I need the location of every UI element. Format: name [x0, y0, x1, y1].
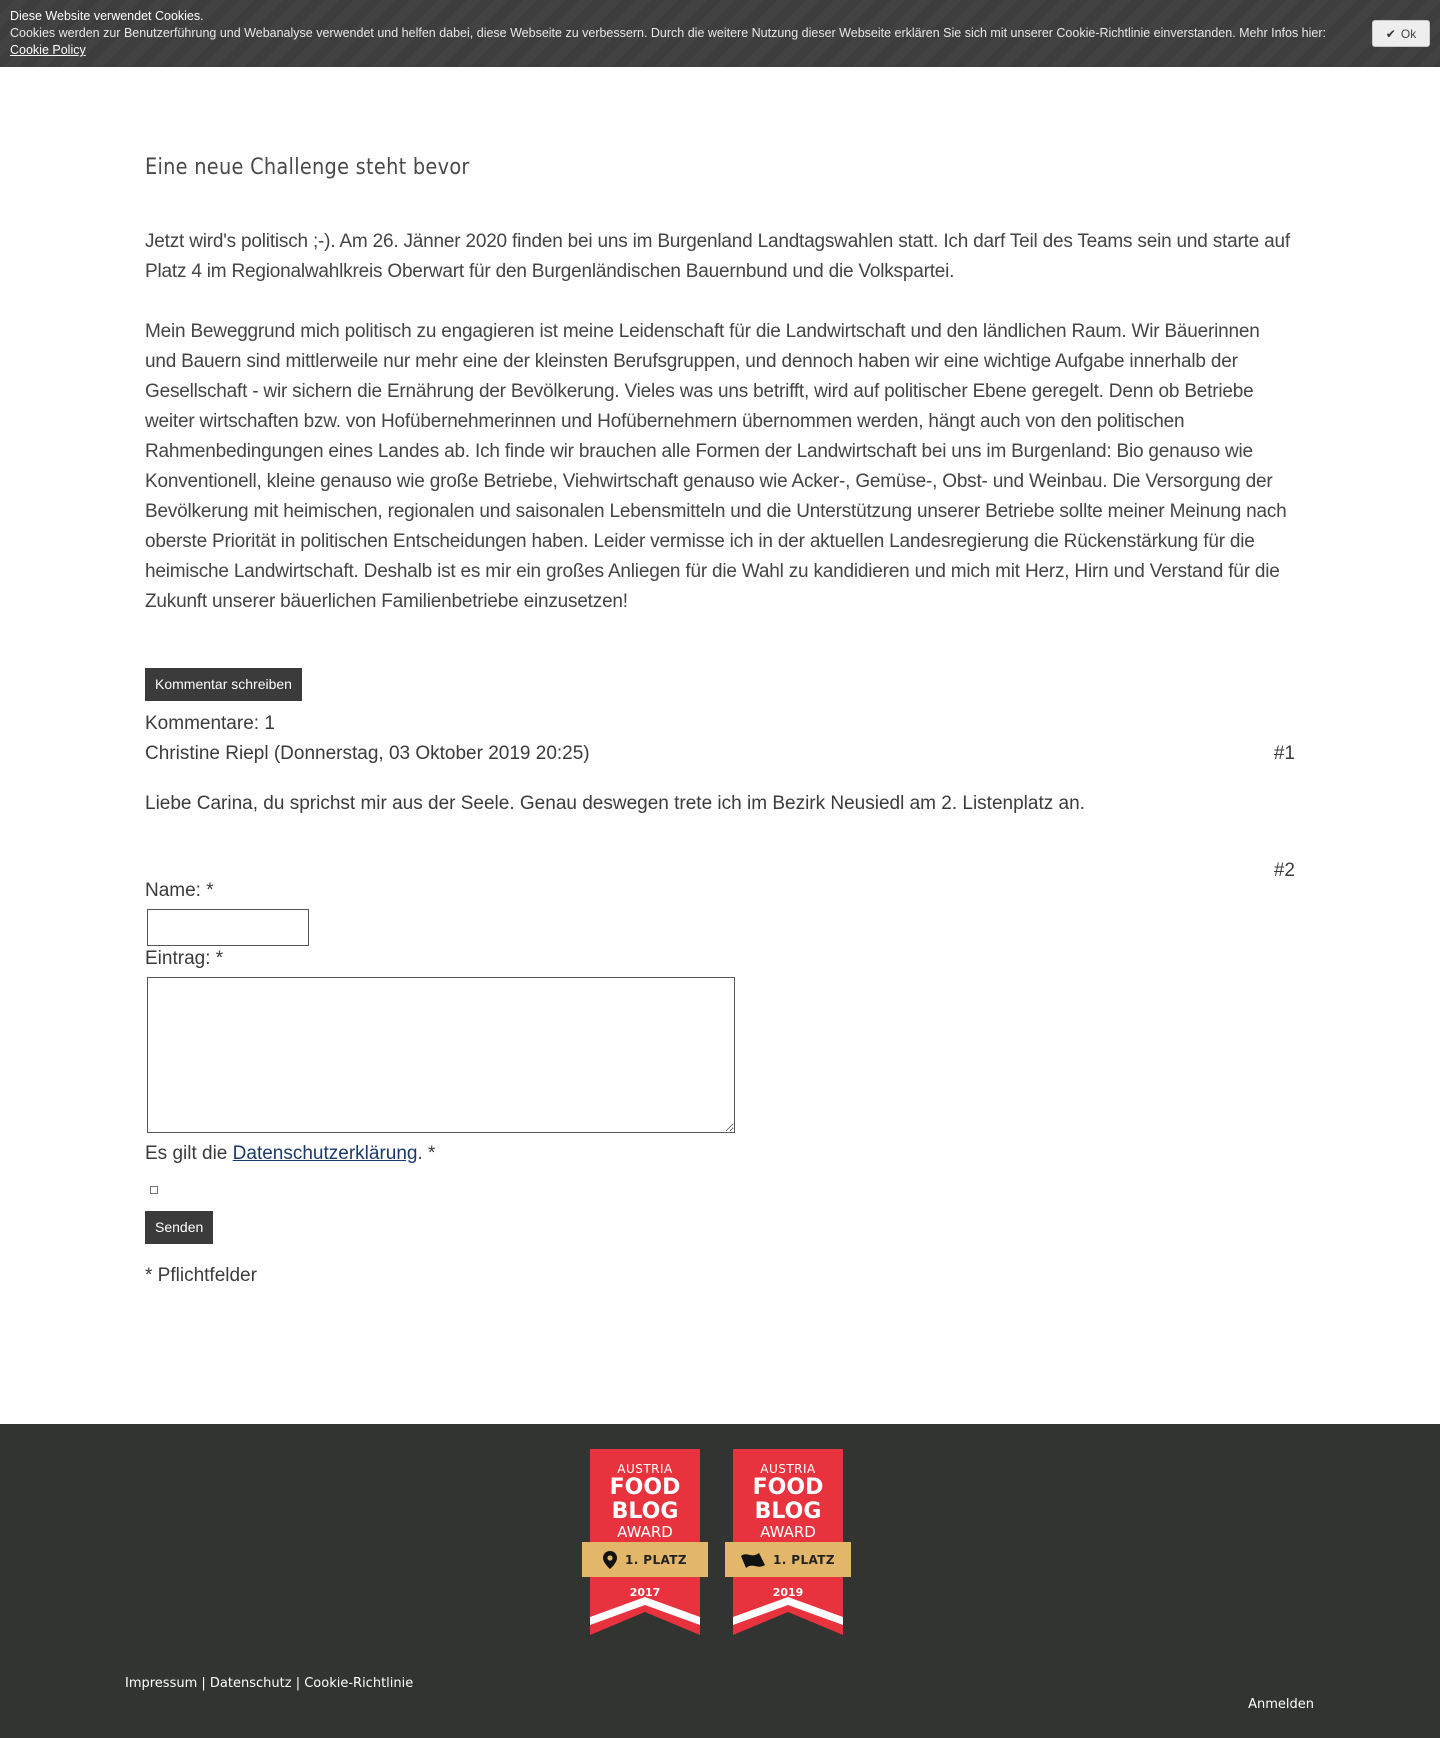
check-icon: ✔: [1385, 26, 1396, 41]
badge-line-blog: BLOG: [611, 1499, 679, 1524]
badge-line-austria: AUSTRIA: [760, 1462, 816, 1476]
badge-line-blog: BLOG: [754, 1499, 822, 1524]
cookie-ok-button[interactable]: [1372, 20, 1430, 47]
badge-ribbon: [582, 1542, 708, 1577]
flag-icon: [741, 1551, 765, 1569]
entry-label: Eintrag: *: [145, 948, 224, 969]
cookie-ok-label: Ok: [1400, 26, 1417, 41]
footer: [0, 1424, 1440, 1738]
award-badge-2017: [590, 1449, 700, 1635]
cookie-description: Cookies werden zur Benutzerführung und Webanalyse verwendet und helfen dabei, diese Webseite zu verbessern. Durch die weitere Nutzung dieser Webseite erklären Sie sich mit unserer Cookie-Richtlinie einverstanden. Mehr Infos hier:: [10, 26, 1326, 40]
next-comment-number: #2: [1273, 860, 1295, 881]
privacy-notice: [145, 1143, 435, 1165]
comment-author-date: Christine Riepl (Donnerstag, 03 Oktober 2019 20:25): [145, 743, 590, 764]
post-paragraph: Jetzt wird's politisch ;-). Am 26. Jänner 2020 finden bei uns im Burgenland Landtagswahlen statt. Ich darf Teil des Teams sein und starte auf Platz 4 im Regionalwahlkreis Oberwart für den Burgenländischen Bauernbund und die Volkspartei.: [145, 231, 1290, 282]
footer-links: [125, 1676, 413, 1691]
location-pin-icon: [603, 1551, 617, 1569]
comments-count: Kommentare: 1: [145, 713, 275, 734]
send-button[interactable]: Senden: [145, 1211, 213, 1244]
comment-meta: [145, 743, 1295, 765]
comment-number: #1: [1273, 743, 1295, 764]
badge-title: [590, 1463, 700, 1540]
badge-title: [733, 1463, 843, 1540]
footer-link-impressum[interactable]: Impressum: [125, 1676, 198, 1691]
privacy-prefix: Es gilt die: [145, 1143, 228, 1164]
login-link[interactable]: Anmelden: [1248, 1697, 1314, 1712]
footer-separator: |: [197, 1676, 210, 1691]
badge-line-food: FOOD: [609, 1475, 681, 1500]
footer-link-datenschutz[interactable]: Datenschutz: [209, 1676, 292, 1691]
post-paragraph: Mein Beweggrund mich politisch zu engagieren ist meine Leidenschaft für die Landwirtschaft und den ländlichen Raum. Wir Bäuerinnen und Bauern sind mittlerweile nur mehr eine der kleinsten Berufsgruppen, und dennoch haben wir eine wichtige Aufgabe innerhalb der Gesellschaft - wir sichern die Ernährung der Bevölkerung. Vieles was uns betrifft, wird auf politischer Ebene geregelt. Denn ob Betriebe weiter wirtschaften bzw. von Hofübernehmerinnen und Hofübernehmern übernommen werden, hängt auch von den politischen Rahmenbedingungen eines Landes ab. Ich finde wir brauchen alle Formen der Landwirtschaft bei uns im Burgenland: Bio genauso wie Konventionell, kleine genauso wie große Betriebe, Viehwirtschaft genauso wie Acker-, Gemüse-, Obst- und Weinbau. Die Versorgung der Bevölkerung mit heimischen, regionalen und saisonalen Lebensmitteln und die Unterstützung unserer Betriebe sollte meiner Meinung nach oberste Priorität in politischen Entscheidungen haben. Leider vermisse ich in der aktuellen Landesregierung die Rückenstärkung für die heimische Landwirtschaft. Deshalb ist es mir ein großes Anliegen für die Wahl zu kandidieren und mich mit Herz, Hirn und Verstand für die Zukunft unserer bäuerlichen Familienbetriebe einzusetzen!: [145, 321, 1287, 612]
cookie-banner: [0, 0, 1440, 67]
privacy-policy-link[interactable]: Datenschutzerklärung: [232, 1143, 418, 1164]
main-content: [145, 155, 1295, 1286]
badge-line-food: FOOD: [752, 1475, 824, 1500]
entry-textarea[interactable]: [147, 977, 735, 1133]
badge-ribbon: [725, 1542, 851, 1577]
write-comment-button[interactable]: Kommentar schreiben: [145, 668, 302, 701]
badge-year: 2019: [772, 1586, 804, 1599]
badge-place: 1. PLATZ: [625, 1552, 687, 1567]
privacy-suffix: . *: [417, 1143, 436, 1164]
post-title: Eine neue Challenge steht bevor: [145, 155, 470, 180]
cookie-text: [10, 25, 1340, 59]
badge-year: 2017: [629, 1586, 661, 1599]
footer-link-cookie-richtlinie[interactable]: Cookie-Richtlinie: [304, 1676, 414, 1691]
footer-separator: |: [291, 1676, 305, 1691]
cookie-policy-link[interactable]: Cookie Policy: [10, 43, 86, 57]
comment-text: Liebe Carina, du sprichst mir aus der Seele. Genau deswegen trete ich im Bezirk Neusiedl am 2. Listenplatz an.: [145, 793, 1085, 814]
cookie-title: Diese Website verwendet Cookies.: [10, 9, 204, 23]
required-fields-note: * Pflichtfelder: [145, 1265, 257, 1286]
post-body: [145, 227, 1295, 617]
privacy-checkbox[interactable]: [150, 1186, 158, 1194]
award-badge-2019: [733, 1449, 843, 1635]
badge-line-austria: AUSTRIA: [617, 1462, 673, 1476]
name-input[interactable]: [147, 909, 309, 946]
badge-line-award: AWARD: [760, 1523, 816, 1541]
badge-line-award: AWARD: [617, 1523, 673, 1541]
badge-place: 1. PLATZ: [773, 1552, 835, 1567]
name-label: Name: *: [145, 880, 214, 901]
